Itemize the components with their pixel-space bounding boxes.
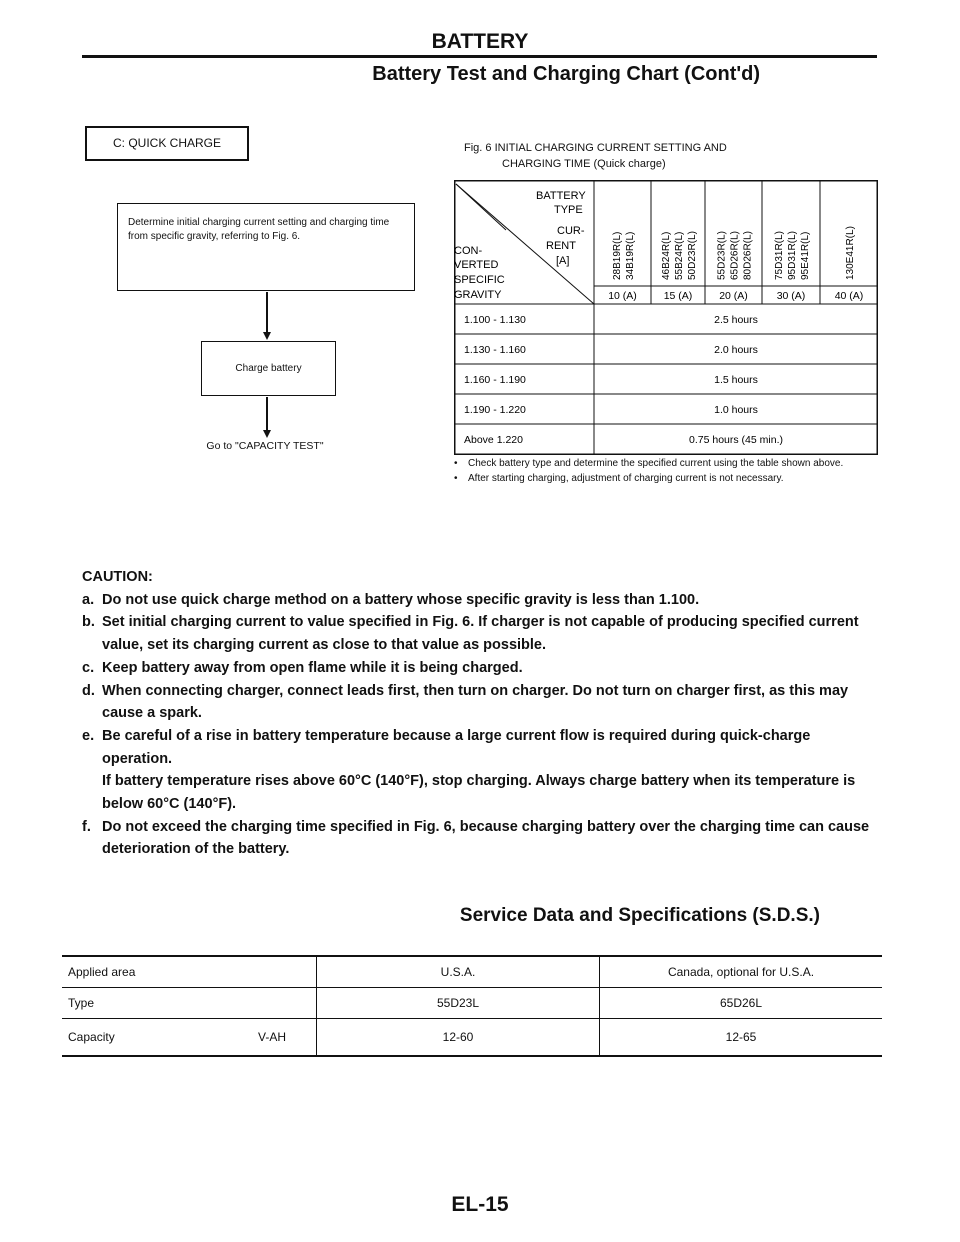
caution-item-a [82,589,882,612]
header-current-label-2: RENT [546,240,576,252]
charging-chart [454,180,878,455]
figure-caption [464,140,727,172]
table-cell: 65D26L [600,988,883,1019]
caution-item-label: a. [82,591,95,608]
current-value: 10 (A) [608,290,637,302]
table-row [62,956,882,988]
caution-item-text: Do not exceed the charging time specified in Fig. 6, because charging battery over the charging time can cause deterioration of the battery. [102,818,870,858]
charging-time: 0.75 hours (45 min.) [689,434,783,446]
caution-heading: CAUTION: [82,569,153,585]
sds-row-label: Type [68,996,95,1010]
battery-type-label: 28B19R(L) [612,231,623,280]
specific-gravity-range: 1.100 - 1.130 [464,314,526,326]
flow-connector-1 [266,292,268,332]
caution-item-label: d. [82,682,95,699]
header-converted-label-2: VERTED [454,259,499,271]
table-cell [62,956,317,988]
header-specific-label: SPECIFIC [454,274,505,286]
caution-item-text: Be careful of a rise in battery temperature because a large current flow is required during quick-charge operation. [102,727,811,767]
battery-type-label: 50D23R(L) [687,231,698,280]
table-cell [62,988,317,1019]
caution-item-b [82,611,882,656]
figure-caption-line1: Fig. 6 INITIAL CHARGING CURRENT SETTING AND [464,142,727,154]
charging-time: 1.5 hours [714,374,758,386]
sds-title: Service Data and Specifications (S.D.S.) [459,905,820,926]
page-number: EL-15 [451,1193,509,1216]
sds-row-unit: V-AH [257,1030,286,1044]
specific-gravity-range: 1.130 - 1.160 [464,344,526,356]
chart-notes [454,458,884,488]
battery-type-label: 95D31R(L) [787,231,798,280]
caution-item-label: f. [82,818,91,835]
battery-type-label: 130E41R(L) [845,226,856,280]
header-converted-label-1: CON- [454,245,483,257]
page-subtitle: Battery Test and Charging Chart (Cont'd) [372,63,760,85]
caution-item-label: e. [82,727,95,744]
table-cell: 55D23L [317,988,600,1019]
table-cell: U.S.A. [317,956,600,988]
flow-arrow-1 [263,332,271,340]
table-cell: 12-65 [600,1019,883,1057]
battery-type-label: 80D26R(L) [742,231,754,280]
battery-type-label: 55D23R(L) [716,231,728,280]
flow-step-charge: Charge battery [201,341,336,396]
note-item: • After starting charging, adjustment of charging current is not necessary. [454,473,884,485]
battery-type-label: 75D31R(L) [774,231,785,280]
flow-goto: Go to "CAPACITY TEST" [206,440,324,452]
section-title: BATTERY [431,30,529,53]
flow-connector-2 [266,397,268,430]
current-value: 15 (A) [663,290,693,302]
sds-table [62,955,882,1057]
sds-row-label: Capacity [68,1030,115,1044]
sds-row-label: Applied area [68,965,136,979]
figure-caption-line2: CHARGING TIME (Quick charge) [502,158,666,170]
specific-gravity-range: 1.190 - 1.220 [464,404,526,416]
note-item: • Check battery type and determine the specified current using the table shown above. [454,458,884,470]
caution-item-text: Do not use quick charge method on a battery whose specific gravity is less than 1.100. [102,591,700,608]
caution-item-text: When connecting charger, connect leads first, then turn on charger. Do not turn on charger first, as this may cause a spark. [102,682,849,722]
caution-item-f [82,816,882,861]
flow-step-determine: Determine initial charging current setting and charging time from specific gravity, referring to Fig. 6. [117,203,415,291]
caution-item-d [82,680,882,725]
quick-charge-label: C: QUICK CHARGE [85,126,249,161]
specific-gravity-range: 1.160 - 1.190 [464,374,526,386]
header-current-label-1: CUR- [557,225,585,237]
battery-type-label: 65D26R(L) [729,231,741,280]
table-cell [62,1019,317,1057]
table-cell: Canada, optional for U.S.A. [600,956,883,988]
charging-time: 2.5 hours [714,314,758,326]
current-value: 40 (A) [834,290,864,302]
header-type-label: TYPE [554,204,583,216]
table-row [62,1019,882,1057]
caution-item-text: Set initial charging current to value specified in Fig. 6. If charger is not capable of producing specified current value, set its charging current as close to that value as possible. [102,614,859,654]
charging-time: 2.0 hours [714,344,758,356]
header-rule [82,55,877,58]
header-gravity-label: GRAVITY [454,289,502,301]
table-cell: 12-60 [317,1019,600,1057]
caution-section [82,566,882,861]
caution-item-label: c. [82,659,95,676]
current-value: 30 (A) [776,290,806,302]
battery-type-label: 46B24R(L) [661,231,672,280]
table-row [62,988,882,1019]
battery-type-label: 34B19R(L) [625,231,636,280]
current-value: 20 (A) [719,290,748,302]
caution-item-text-continued: If battery temperature rises above 60°C (140°F), stop charging. Always charge battery when its temperature is below 60°C (140°F). [102,773,856,813]
header-battery-label: BATTERY [536,190,586,202]
caution-item-c [82,657,882,680]
caution-item-text: Keep battery away from open flame while it is being charged. [102,659,523,676]
charging-time: 1.0 hours [714,404,758,416]
battery-type-label: 55B24R(L) [674,231,685,280]
specific-gravity-range: Above 1.220 [464,434,523,446]
battery-type-label: 95E41R(L) [800,231,811,280]
flow-arrow-2 [263,430,271,438]
header-current-label-3: [A] [556,255,570,267]
caution-item-e [82,725,882,816]
caution-item-label: b. [82,614,95,631]
